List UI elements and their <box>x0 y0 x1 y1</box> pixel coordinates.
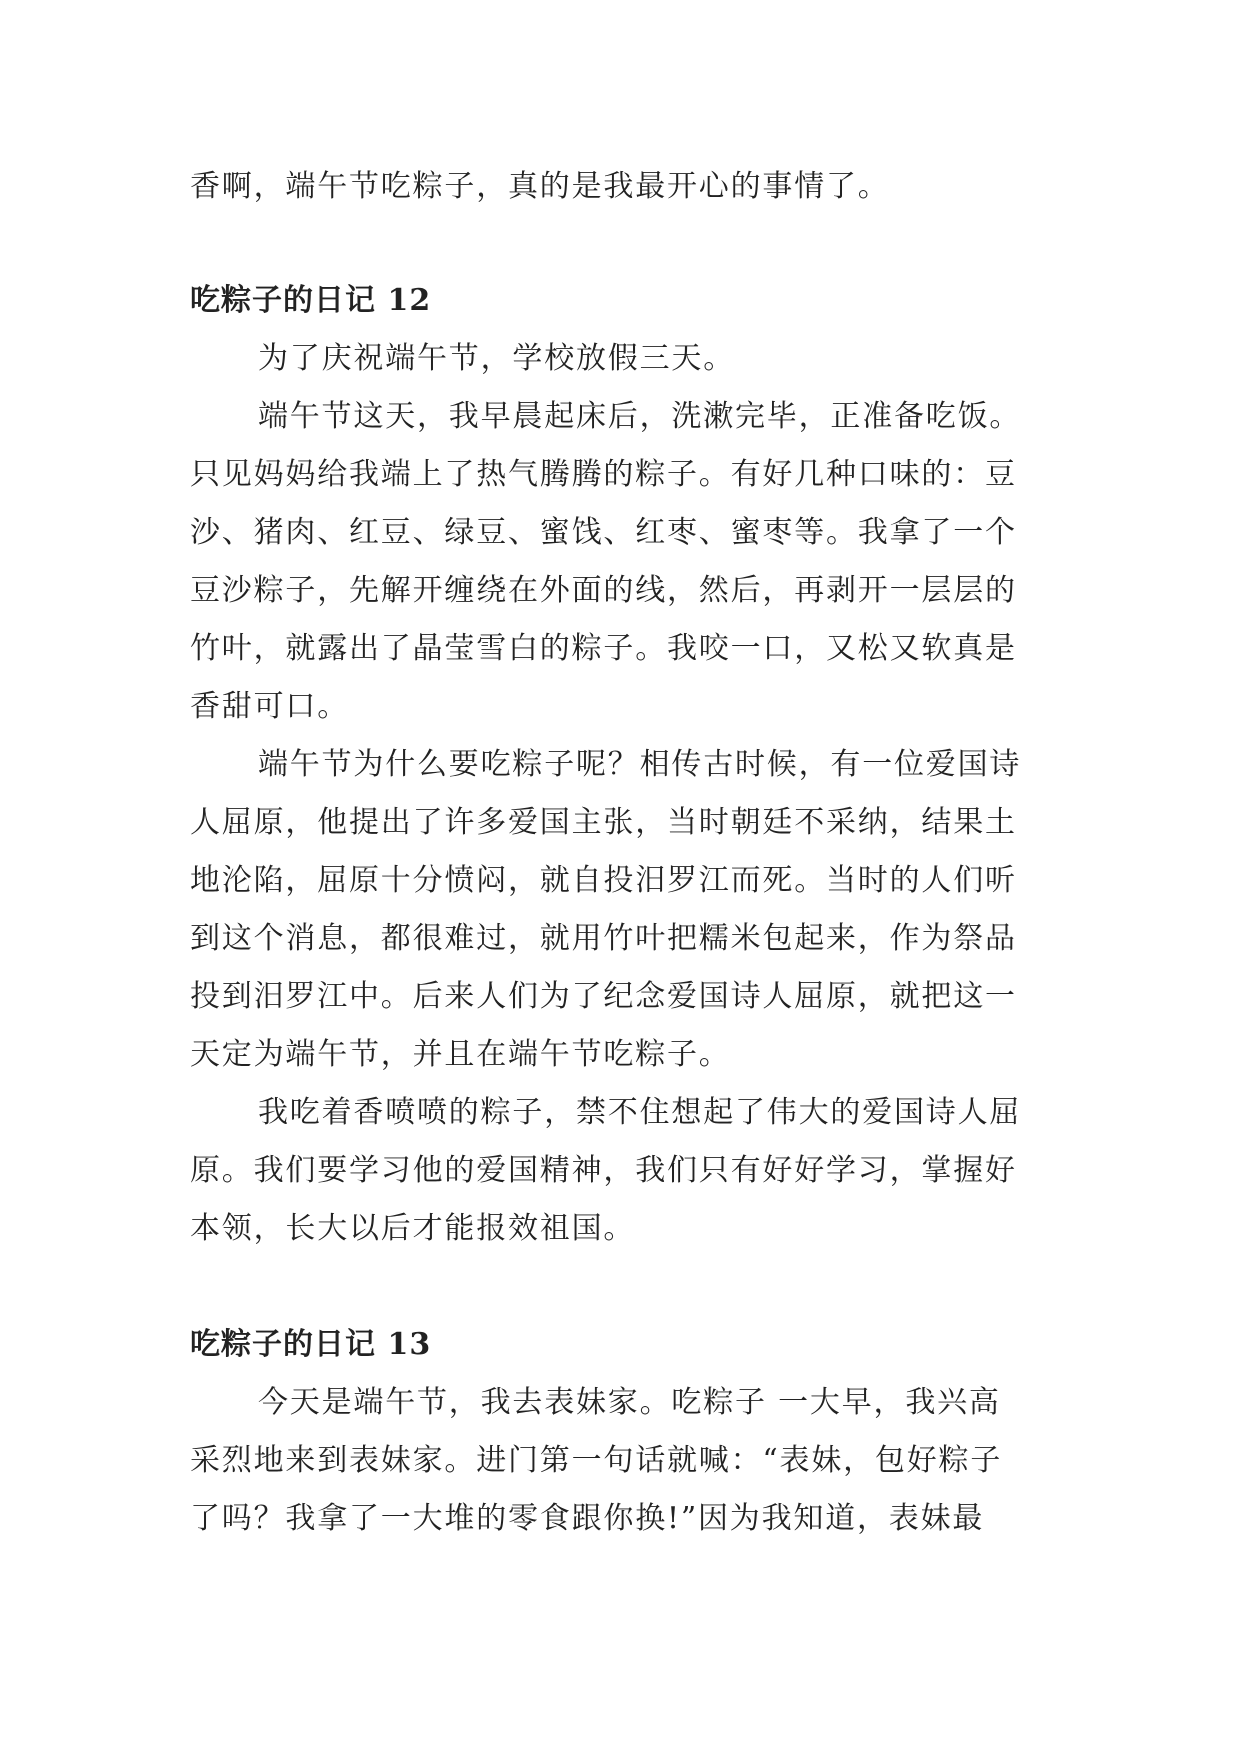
diary-entry-13 <box>190 1316 1060 1548</box>
text-line: 了吗？我拿了一大堆的零食跟你换!”因为我知道，表妹最 <box>190 1501 985 1536</box>
text-line: 投到汨罗江中。后来人们为了纪念爱国诗人屈原，就把这一 <box>190 979 1017 1014</box>
paragraph <box>190 1374 1060 1548</box>
text-line: 今天是端午节，我去表妹家。吃粽子 一大早，我兴高 <box>258 1385 1001 1420</box>
document-body <box>190 158 1060 1548</box>
paragraph <box>190 330 1060 388</box>
paragraph <box>190 736 1060 1084</box>
text-line: 到这个消息，都很难过，就用竹叶把糯米包起来，作为祭品 <box>190 921 1017 956</box>
text-line: 竹叶，就露出了晶莹雪白的粽子。我咬一口，又松又软真是 <box>190 631 1017 666</box>
paragraph <box>190 1084 1060 1258</box>
entry-title: 吃粽子的日记 12 <box>190 283 432 318</box>
intro-paragraph <box>190 158 1060 216</box>
text-line: 为了庆祝端午节，学校放假三天。 <box>258 341 735 376</box>
text-line: 端午节这天，我早晨起床后，洗漱完毕，正准备吃饭。 <box>258 399 1022 434</box>
text-line: 地沦陷，屈原十分愤闷，就自投汨罗江而死。当时的人们听 <box>190 863 1017 898</box>
text-line: 沙、猪肉、红豆、绿豆、蜜饯、红枣、蜜枣等。我拿了一个 <box>190 515 1017 550</box>
text-line: 天定为端午节，并且在端午节吃粽子。 <box>190 1037 731 1072</box>
entry-title: 吃粽子的日记 13 <box>190 1327 432 1362</box>
text-line: 香甜可口。 <box>190 689 349 724</box>
text-line: 只见妈妈给我端上了热气腾腾的粽子。有好几种口味的：豆 <box>190 457 1017 492</box>
section-spacer <box>190 1258 1060 1316</box>
text-line: 香啊，端午节吃粽子，真的是我最开心的事情了。 <box>190 169 890 204</box>
paragraph <box>190 388 1060 736</box>
text-line: 采烈地来到表妹家。进门第一句话就喊：“表妹，包好粽子 <box>190 1443 1003 1478</box>
text-line: 本领，长大以后才能报效祖国。 <box>190 1211 636 1246</box>
text-line: 我吃着香喷喷的粽子，禁不住想起了伟大的爱国诗人屈 <box>258 1095 1022 1130</box>
text-line: 豆沙粽子，先解开缠绕在外面的线，然后，再剥开一层层的 <box>190 573 1017 608</box>
text-line: 原。我们要学习他的爱国精神，我们只有好好学习，掌握好 <box>190 1153 1017 1188</box>
section-spacer <box>190 216 1060 272</box>
diary-entry-12 <box>190 272 1060 1258</box>
text-line: 端午节为什么要吃粽子呢？相传古时候，有一位爱国诗 <box>258 747 1022 782</box>
text-line: 人屈原，他提出了许多爱国主张，当时朝廷不采纳，结果土 <box>190 805 1017 840</box>
